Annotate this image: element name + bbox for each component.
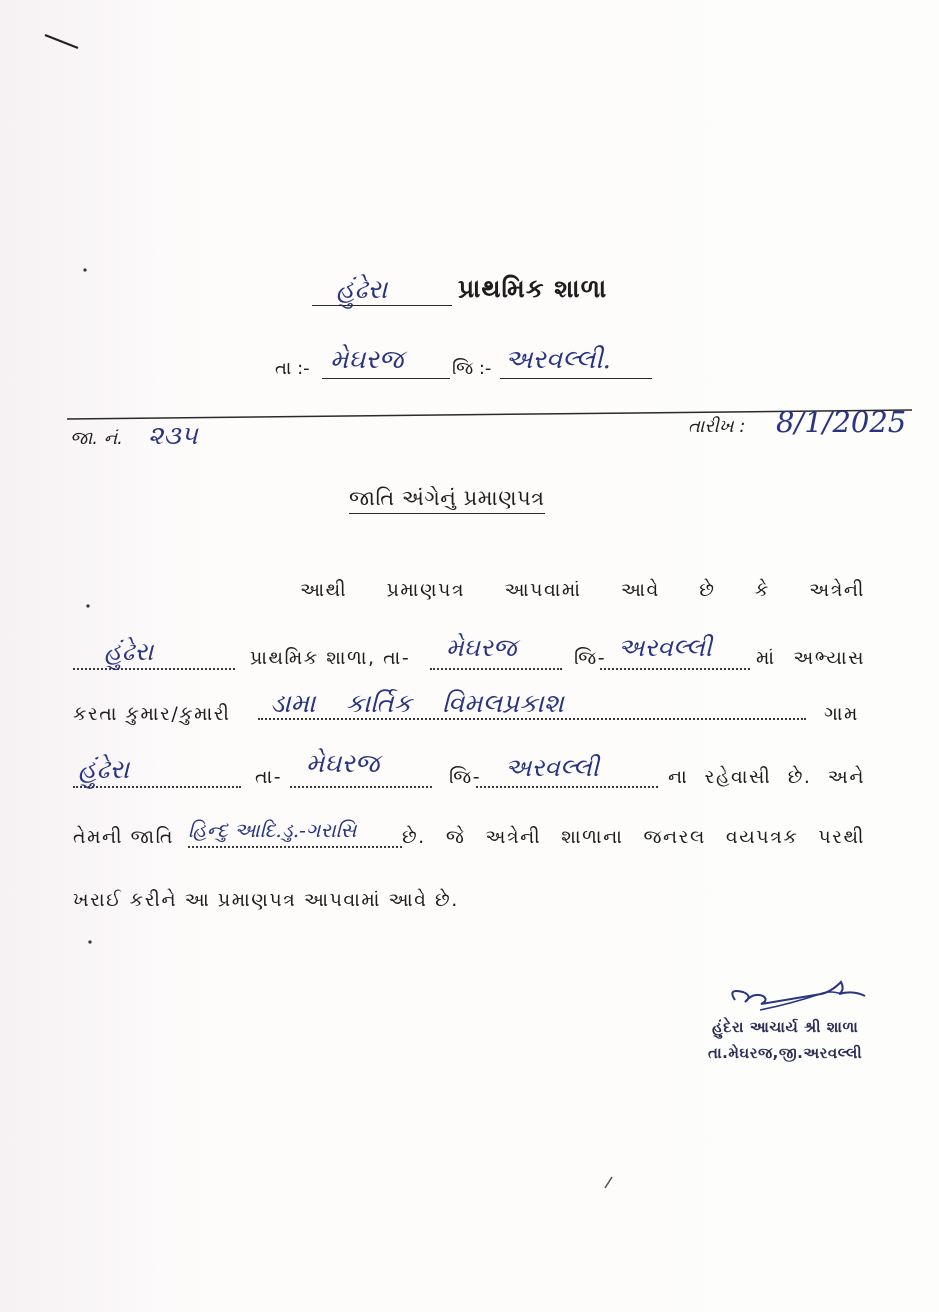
- stray-mark-top-left: [45, 35, 78, 48]
- header-taluka-label: તા :-: [275, 358, 310, 379]
- body-village: હુંઢેરા: [78, 755, 130, 785]
- body-village-district-label: જિ-: [449, 766, 482, 788]
- body-school-text: પ્રાથમિક શાળા, તા-: [250, 647, 411, 669]
- body-village-label: ગામ: [824, 703, 859, 725]
- signature-scribble: [760, 992, 842, 1010]
- dotted-leader: [73, 668, 235, 670]
- certificate-title: જાતિ અંગેનું પ્રમાણપત્ર: [349, 486, 545, 514]
- stray-mark-bottom: [605, 1177, 612, 1188]
- body-village-taluka-label: તા-: [255, 766, 283, 788]
- body-district: અરવલ્લી: [618, 633, 712, 662]
- header-school-type: પ્રાથમિક શાળા: [458, 274, 608, 303]
- reference-label: જા. નં.: [70, 428, 123, 449]
- dotted-leader: [476, 786, 658, 788]
- reference-number: ૨૩૫: [148, 421, 198, 451]
- body-study-text: માં અભ્યાસ: [756, 647, 865, 669]
- body-district-label: જિ-: [574, 647, 607, 669]
- stamp-line-2: તા.મેઘરજ,જી.અરવલ્લી: [708, 1044, 863, 1062]
- stray-dot: [86, 604, 89, 607]
- body-closing: ખરાઈ કરીને આ પ્રમાણપત્ર આપવામાં આવે છે.: [73, 889, 459, 911]
- date-label: તારીખ :: [688, 416, 746, 437]
- body-resident-text: ના રહેવાસી છે. અને: [668, 766, 865, 788]
- body-line-1: આથી પ્રમાણપત્ર આપવામાં આવે છે કે અત્રેની: [300, 579, 865, 601]
- body-student-name: ડામા કાર્તિક વિમલપ્રકાશ: [270, 689, 564, 719]
- stamp-line-1: હુંદેરા આચાર્ય શ્રી શાળા: [712, 1018, 859, 1036]
- dotted-leader: [600, 668, 750, 670]
- date-value: 8/1/2025: [776, 405, 907, 439]
- header-district-underline: [500, 378, 652, 379]
- body-school-name: હુંઢેરા: [104, 637, 154, 666]
- stray-dot: [88, 940, 91, 943]
- body-caste-suffix: છે. જે અત્રેની શાળાના જનરલ વયપત્રક પરથી: [402, 826, 865, 848]
- header-taluka-underline: [322, 378, 450, 379]
- stray-dot: [83, 268, 86, 271]
- header-taluka: મેઘરજ: [330, 345, 404, 375]
- dotted-leader: [73, 786, 241, 788]
- header-district: અરવલ્લી.: [505, 345, 611, 375]
- dotted-leader: [290, 786, 432, 788]
- body-taluka: મેઘરજ: [446, 633, 517, 662]
- header-school-name: હુંઢેરા: [336, 275, 388, 305]
- header-district-label: જિ :-: [452, 358, 492, 379]
- dotted-leader: [430, 668, 562, 670]
- body-caste: હિન્દુ આદિ.ડુ.-ગરાસિ: [188, 818, 357, 842]
- header-school-underline: [312, 305, 452, 306]
- body-village-taluka: મેઘરજ: [306, 749, 380, 779]
- body-student-label: કરતા કુમાર/કુમારી: [73, 703, 231, 725]
- body-caste-label: તેમની જાતિ: [73, 826, 175, 848]
- body-village-district: અરવલ્લી: [505, 753, 599, 782]
- dotted-leader: [188, 846, 402, 848]
